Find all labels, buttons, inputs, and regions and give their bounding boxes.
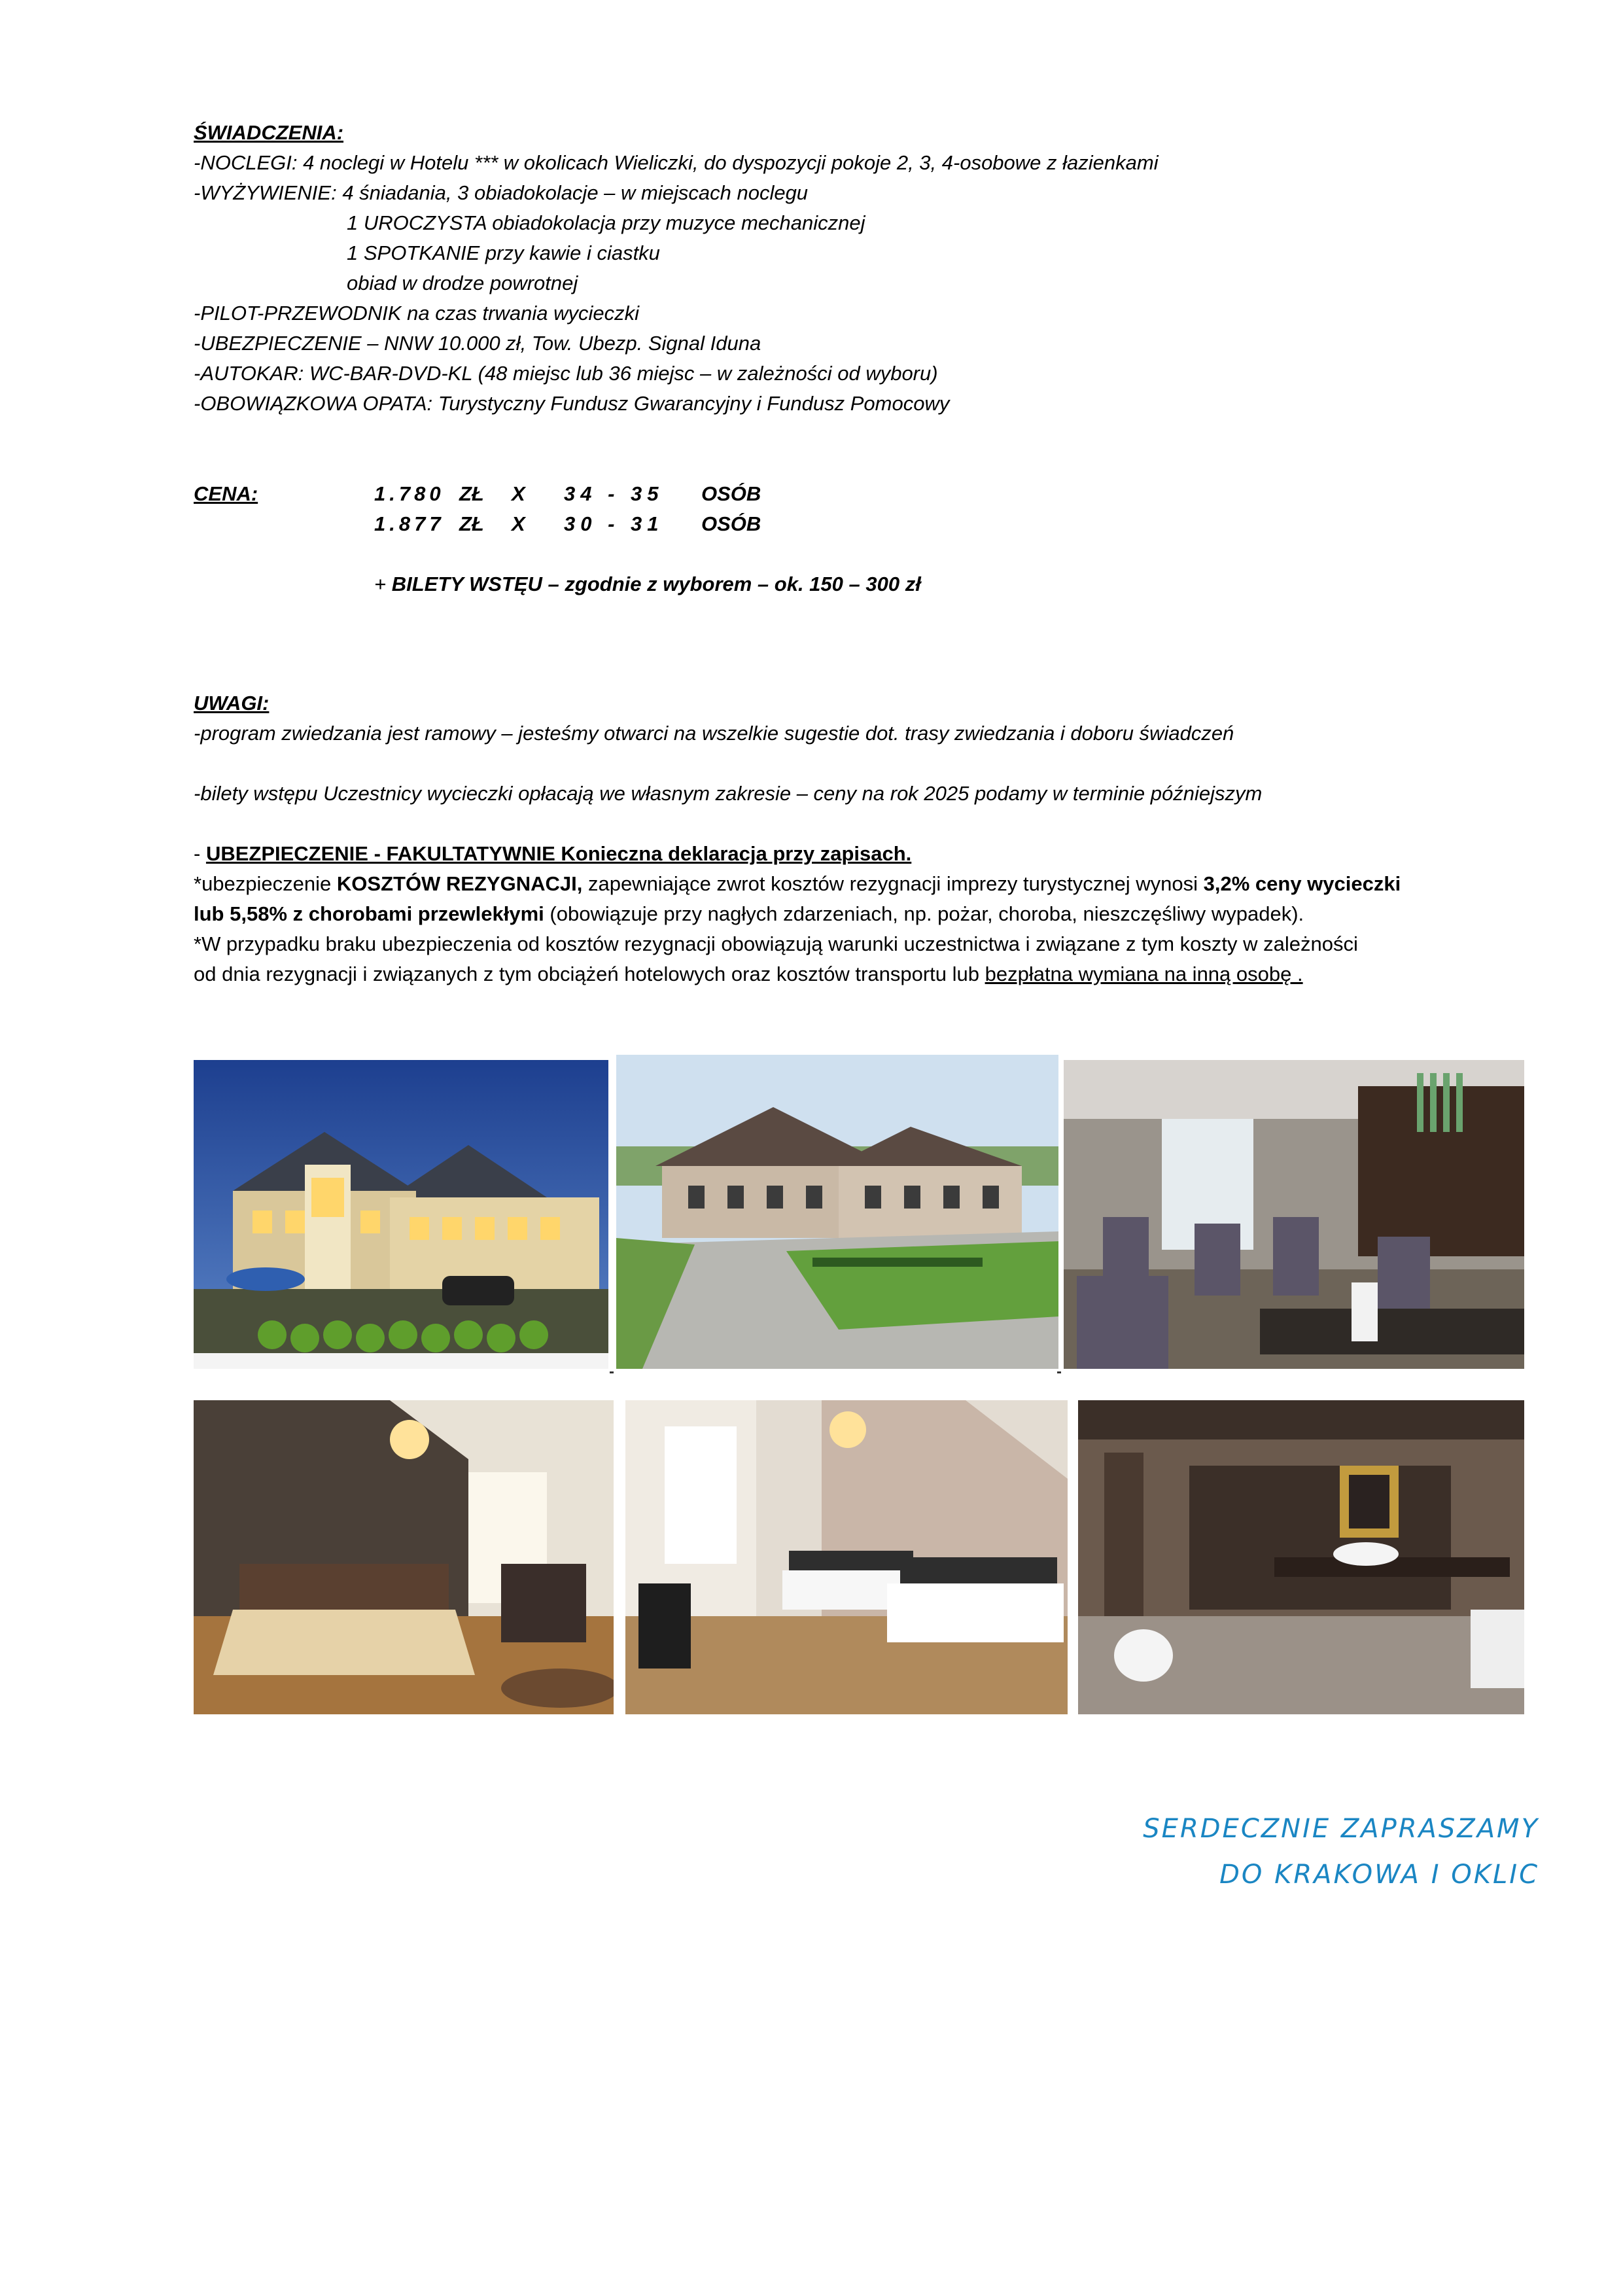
resignation-bold: KOSZTÓW REZYGNACJI,: [336, 872, 583, 895]
no-insurance-line: [194, 959, 1401, 989]
resignation-text: zapewniające zwrot kosztów rezygnacji imprezy turystycznej wynosi: [582, 872, 1204, 895]
hotel-bedroom-double-photo: [194, 1400, 614, 1714]
insurance-heading-line: [194, 839, 1401, 869]
price-multiplier: X: [512, 512, 525, 535]
resignation-text: (obowiązuje przy nagłych zdarzeniach, np. pożar, choroba, nieszczęśliwy wypadek).: [544, 902, 1304, 925]
price-label-spacer: [194, 509, 374, 539]
hotel-exterior-day-photo: [616, 1055, 1058, 1369]
meal-item: 1 UROCZYSTA obiadokolacja przy muzyce mechanicznej: [347, 211, 865, 234]
wyzywienie-line: -WYŻYWIENIE: 4 śniadania, 3 obiadokolacje – w miejscach noclegu: [194, 181, 809, 204]
no-insurance-text: od dnia rezygnacji i związanych z tym obciążeń hotelowych oraz kosztów transportu lub: [194, 963, 985, 985]
meal-item: 1 SPOTKANIE przy kawie i ciastku: [347, 241, 660, 264]
insurance-dash: -: [194, 842, 206, 865]
resignation-rate: lub 5,58% z chorobami przewlekłymi: [194, 902, 544, 925]
spacer: [194, 809, 1401, 839]
swiadczenia-heading: ŚWIADCZENIA:: [194, 121, 344, 144]
meal-item: obiad w drodze powrotnej: [347, 272, 578, 294]
tickets-line: [194, 569, 921, 599]
uwagi-heading: UWAGI:: [194, 692, 270, 715]
fee-line: -OBOWIĄZKOWA OPATA: Turystyczny Fundusz Gwarancyjny i Fundusz Pomocowy: [194, 392, 950, 415]
price-group-size: 34 - 35: [564, 482, 664, 505]
insurance-heading: UBEZPIECZENIE - FAKULTATYWNIE Konieczna deklaracja przy zapisach.: [205, 842, 912, 865]
tickets-plus: +: [374, 573, 392, 595]
price-row: [194, 509, 921, 539]
image-separator: [610, 1371, 614, 1373]
image-separator: [1057, 1371, 1061, 1373]
closing-invitation: [1143, 1806, 1539, 1898]
resignation-rate: 3,2% ceny wycieczki: [1203, 872, 1401, 895]
free-replacement-text: bezpłatna wymiana na inną osobę .: [985, 963, 1303, 985]
resignation-line: [194, 869, 1401, 899]
price-label: CENA:: [194, 482, 258, 505]
price-currency: ZŁ: [459, 482, 484, 505]
hotel-restaurant-photo: [1064, 1060, 1524, 1369]
price-group-size: 30 - 31: [564, 512, 664, 535]
swiadczenia-section: [194, 118, 1159, 419]
hotel-exterior-night-photo: [194, 1060, 608, 1369]
resignation-line: [194, 899, 1401, 929]
resignation-text: *ubezpieczenie: [194, 872, 337, 895]
price-multiplier: X: [512, 482, 525, 505]
noclegi-line: -NOCLEGI: 4 noclegi w Hotelu *** w okolicach Wieliczki, do dyspozycji pokoje 2, 3, 4-osobowe z łazienkami: [194, 151, 1159, 174]
bus-line: -AUTOKAR: WC-BAR-DVD-KL (48 miejsc lub 36 miejsc – w zależności od wyboru): [194, 362, 938, 385]
uwagi-section: [194, 688, 1401, 989]
spacer: [194, 749, 1401, 779]
hotel-bathroom-photo: [1078, 1400, 1524, 1714]
uwagi-line: -bilety wstępu Uczestnicy wycieczki opłacają we własnym zakresie – ceny na rok 2025 podamy w terminie późniejszym: [194, 782, 1263, 805]
no-insurance-line: *W przypadku braku ubezpieczenia od kosztów rezygnacji obowiązują warunki uczestnictwa i związane z tym koszty w zależności: [194, 932, 1358, 955]
closing-line: DO KRAKOWA I OKLIC: [1219, 1860, 1539, 1890]
price-currency: ZŁ: [459, 512, 484, 535]
tickets-text: BILETY WSTĘU – zgodnie z wyborem – ok. 150 – 300 zł: [391, 573, 921, 595]
price-row: [194, 479, 921, 509]
price-unit: OSÓB: [701, 482, 761, 505]
price-amount: 1.780: [374, 482, 445, 505]
uwagi-line: -program zwiedzania jest ramowy – jesteśmy otwarci na wszelkie sugestie dot. trasy zwiedzania i doboru świadczeń: [194, 722, 1234, 745]
price-unit: OSÓB: [701, 512, 761, 535]
closing-line: SERDECZNIE ZAPRASZAMY: [1143, 1814, 1539, 1844]
insurance-line: -UBEZPIECZENIE – NNW 10.000 zł, Tow. Ubezp. Signal Iduna: [194, 332, 761, 355]
price-amount: 1.877: [374, 512, 445, 535]
pilot-line: -PILOT-PRZEWODNIK na czas trwania wycieczki: [194, 302, 640, 325]
hotel-bedroom-twin-photo: [625, 1400, 1068, 1714]
price-section: [194, 479, 921, 599]
